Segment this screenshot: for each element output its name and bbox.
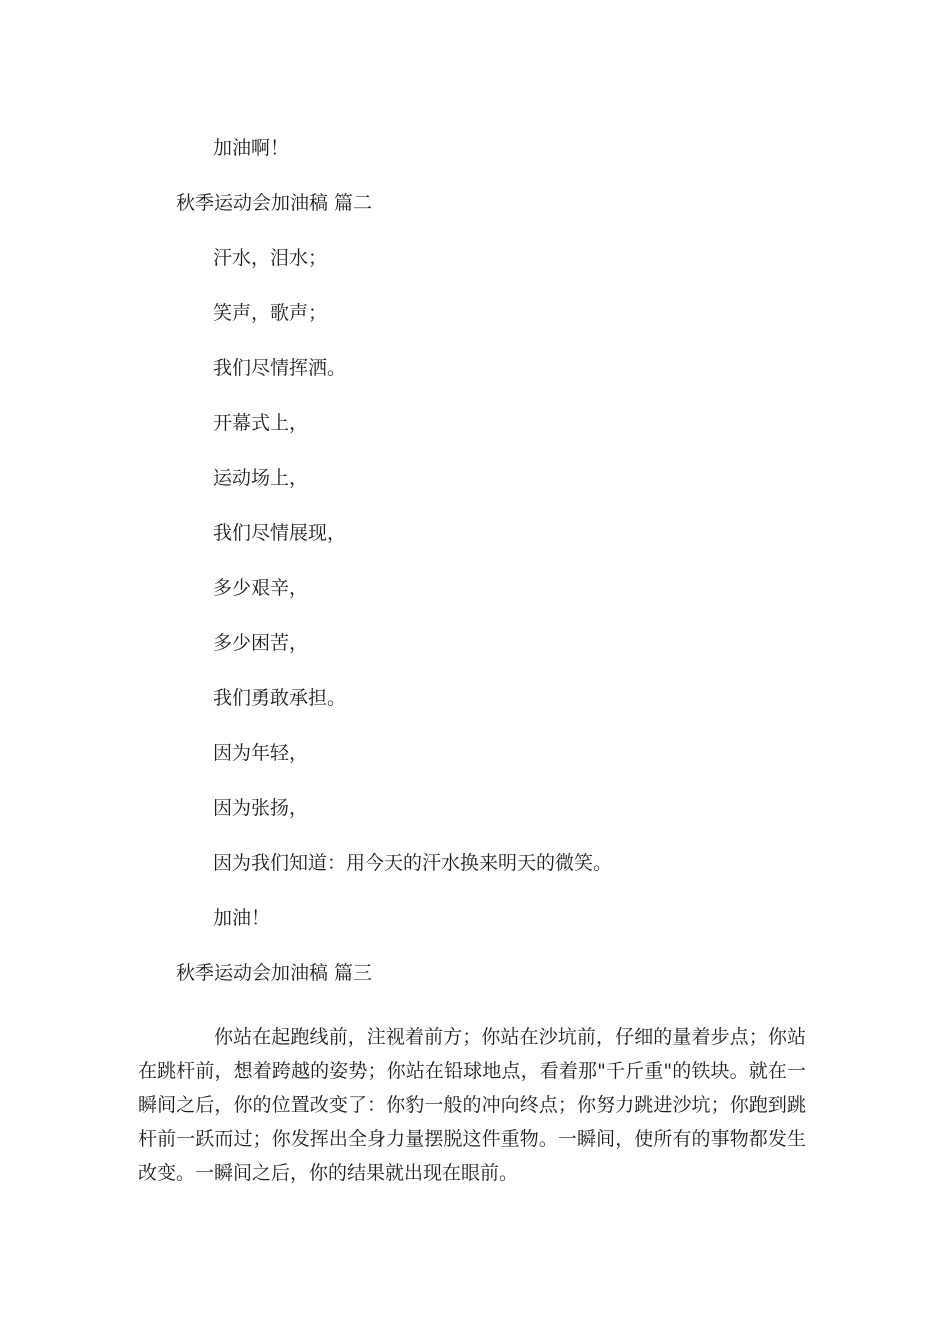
section-three-paragraph: 你站在起跑线前，注视着前方；你站在沙坑前，仔细的量着步点；你站在跳杆前，想着跨越的姿势；你站在铅球地点，看着那"千斤重"的铁块。就在一瞬间之后，你的位置改变了：你豹一般的冲向终点；你努力跳进沙坑；你跑到跳杆前一跃而过；你发挥出全身力量摆脱这件重物。一瞬间，使所有的事物都发生改变。一瞬间之后，你的结果就出现在眼前。	[138, 1026, 806, 1184]
poem-line: 因为我们知道：用今天的汗水换来明天的微笑。	[213, 852, 613, 874]
poem-line: 我们尽情展现，	[213, 522, 347, 544]
poem-line: 我们勇敢承担。	[213, 687, 347, 709]
poem-line: 因为张扬，	[213, 797, 309, 819]
closing-line: 加油啊！	[213, 137, 290, 159]
poem-line: 我们尽情挥洒。	[213, 357, 347, 379]
poem-line: 笑声，歌声；	[213, 302, 328, 324]
section-two-heading: 秋季运动会加油稿 篇二	[176, 192, 373, 214]
section-three-heading: 秋季运动会加油稿 篇三	[176, 962, 373, 984]
poem-line: 因为年轻，	[213, 742, 309, 764]
poem-line: 汗水，泪水；	[213, 247, 328, 269]
poem-line: 多少困苦，	[213, 632, 309, 654]
poem-line: 运动场上，	[213, 467, 309, 489]
poem-line: 开幕式上，	[213, 412, 309, 434]
poem-line: 加油！	[213, 907, 271, 929]
poem-line: 多少艰辛，	[213, 577, 309, 599]
